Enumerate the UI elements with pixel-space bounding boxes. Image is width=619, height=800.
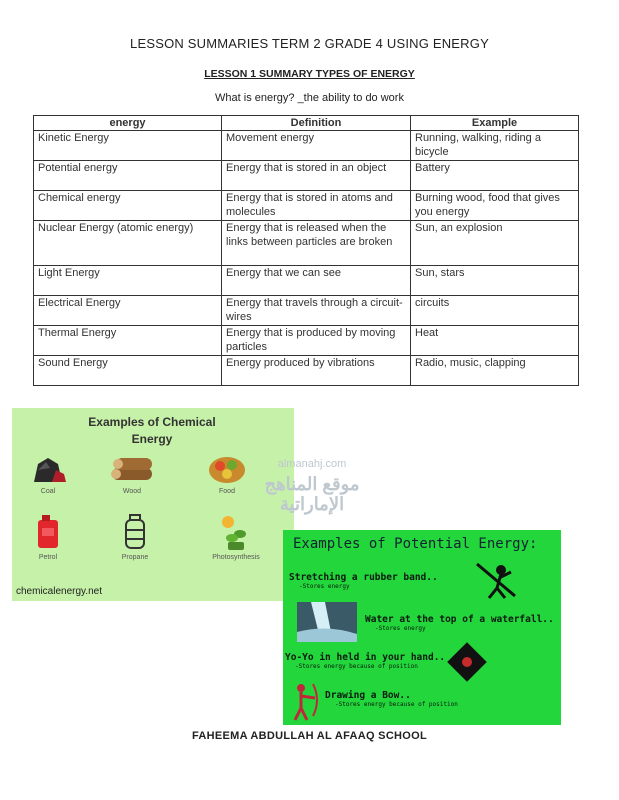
- table-row: [34, 131, 579, 161]
- potential-item-sub: -Stores energy because of position: [335, 701, 458, 708]
- potential-item: [365, 614, 554, 632]
- example-cell: Sun, stars: [411, 266, 579, 296]
- definition-cell: Energy that travels through a circuit- wires: [222, 296, 411, 326]
- energy-cell: Electrical Energy: [34, 296, 222, 326]
- energy-cell: Nuclear Energy (atomic energy): [34, 221, 222, 266]
- table-header-row: [34, 116, 579, 131]
- potential-item: [289, 572, 438, 590]
- lesson-title: LESSON 1 SUMMARY TYPES OF ENERGY: [204, 68, 415, 80]
- chemical-item-photosynthesis: [206, 512, 266, 561]
- potential-item-sub: -Stores energy: [299, 583, 350, 590]
- example-cell: Sun, an explosion: [411, 221, 579, 266]
- example-cell: Heat: [411, 326, 579, 356]
- potential-item: [325, 690, 458, 708]
- potential-item: [285, 652, 445, 670]
- watermark-url: almanahj.com: [277, 458, 347, 470]
- petrol-can-icon: [28, 512, 68, 552]
- definition-cell: Energy that we can see: [222, 266, 411, 296]
- table-row: [34, 266, 579, 296]
- column-header-example: Example: [411, 116, 579, 131]
- energy-cell: Sound Energy: [34, 356, 222, 386]
- energy-question: What is energy? _the ability to do work: [215, 92, 404, 104]
- chemical-item-food: [197, 452, 257, 495]
- chemical-item-propane: [105, 512, 165, 561]
- chemical-item-label: Wood: [122, 488, 142, 495]
- example-cell: Battery: [411, 161, 579, 191]
- yoyo-icon: [445, 640, 489, 684]
- energy-cell: Kinetic Energy: [34, 131, 222, 161]
- definition-cell: Energy that is produced by moving particles: [222, 326, 411, 356]
- archer-icon: [287, 680, 321, 724]
- definition-cell: Energy that is stored in an object: [222, 161, 411, 191]
- wood-icon: [108, 452, 156, 486]
- chemical-item-label: Photosynthesis: [212, 554, 260, 561]
- chemical-item-label: Petrol: [38, 554, 58, 561]
- potential-panel-title: Examples of Potential Energy:: [293, 536, 538, 552]
- column-header-energy: energy: [34, 116, 222, 131]
- page-title: LESSON SUMMARIES TERM 2 GRADE 4 USING ENERGY: [130, 36, 489, 51]
- coal-icon: [28, 452, 68, 486]
- example-cell: Running, walking, riding a bicycle: [411, 131, 579, 161]
- example-cell: Radio, music, clapping: [411, 356, 579, 386]
- school-name: FAHEEMA ABDULLAH AL AFAAQ SCHOOL: [191, 730, 428, 742]
- table-row: [34, 161, 579, 191]
- potential-item-main: Water at the top of a waterfall..: [365, 614, 554, 625]
- example-cell: circuits: [411, 296, 579, 326]
- chemical-item-label: Propane: [121, 554, 149, 561]
- definition-cell: Energy that is stored in atoms and molecules: [222, 191, 411, 221]
- chemical-item-wood: [102, 452, 162, 495]
- potential-item-sub: -Stores energy: [375, 625, 426, 632]
- table-row: [34, 191, 579, 221]
- potential-energy-panel: [283, 530, 561, 725]
- watermark-arabic: موقع المناهج الإماراتية: [264, 474, 360, 514]
- chemical-item-label: Coal: [40, 488, 56, 495]
- definition-cell: Movement energy: [222, 131, 411, 161]
- table-row: [34, 221, 579, 266]
- waterfall-icon: [297, 602, 357, 642]
- potential-item-main: Stretching a rubber band..: [289, 572, 438, 583]
- watermark: [252, 458, 372, 514]
- energy-cell: Potential energy: [34, 161, 222, 191]
- propane-tank-icon: [115, 512, 155, 552]
- energy-types-table: [33, 115, 579, 386]
- example-cell: Burning wood, food that gives you energy: [411, 191, 579, 221]
- column-header-definition: Definition: [222, 116, 411, 131]
- chemical-energy-source-link: chemicalenergy.net: [16, 586, 102, 597]
- plant-sun-icon: [216, 512, 256, 552]
- chemical-item-label: Food: [219, 488, 235, 495]
- energy-cell: Light Energy: [34, 266, 222, 296]
- energy-cell: Thermal Energy: [34, 326, 222, 356]
- chemical-item-coal: [18, 452, 78, 495]
- table-row: [34, 356, 579, 386]
- potential-item-main: Drawing a Bow..: [325, 690, 411, 701]
- food-icon: [207, 452, 247, 486]
- definition-cell: Energy produced by vibrations: [222, 356, 411, 386]
- potential-item-main: Yo-Yo in held in your hand..: [285, 652, 446, 663]
- table-row: [34, 326, 579, 356]
- chemical-panel-title: Examples of Chemical Energy: [88, 415, 216, 446]
- potential-item-sub: -Stores energy because of position: [295, 663, 418, 670]
- table-row: [34, 296, 579, 326]
- chemical-item-petrol: [18, 512, 78, 561]
- energy-cell: Chemical energy: [34, 191, 222, 221]
- definition-cell: Energy that is released when the links between particles are broken: [222, 221, 411, 266]
- rubber-band-icon: [471, 558, 521, 602]
